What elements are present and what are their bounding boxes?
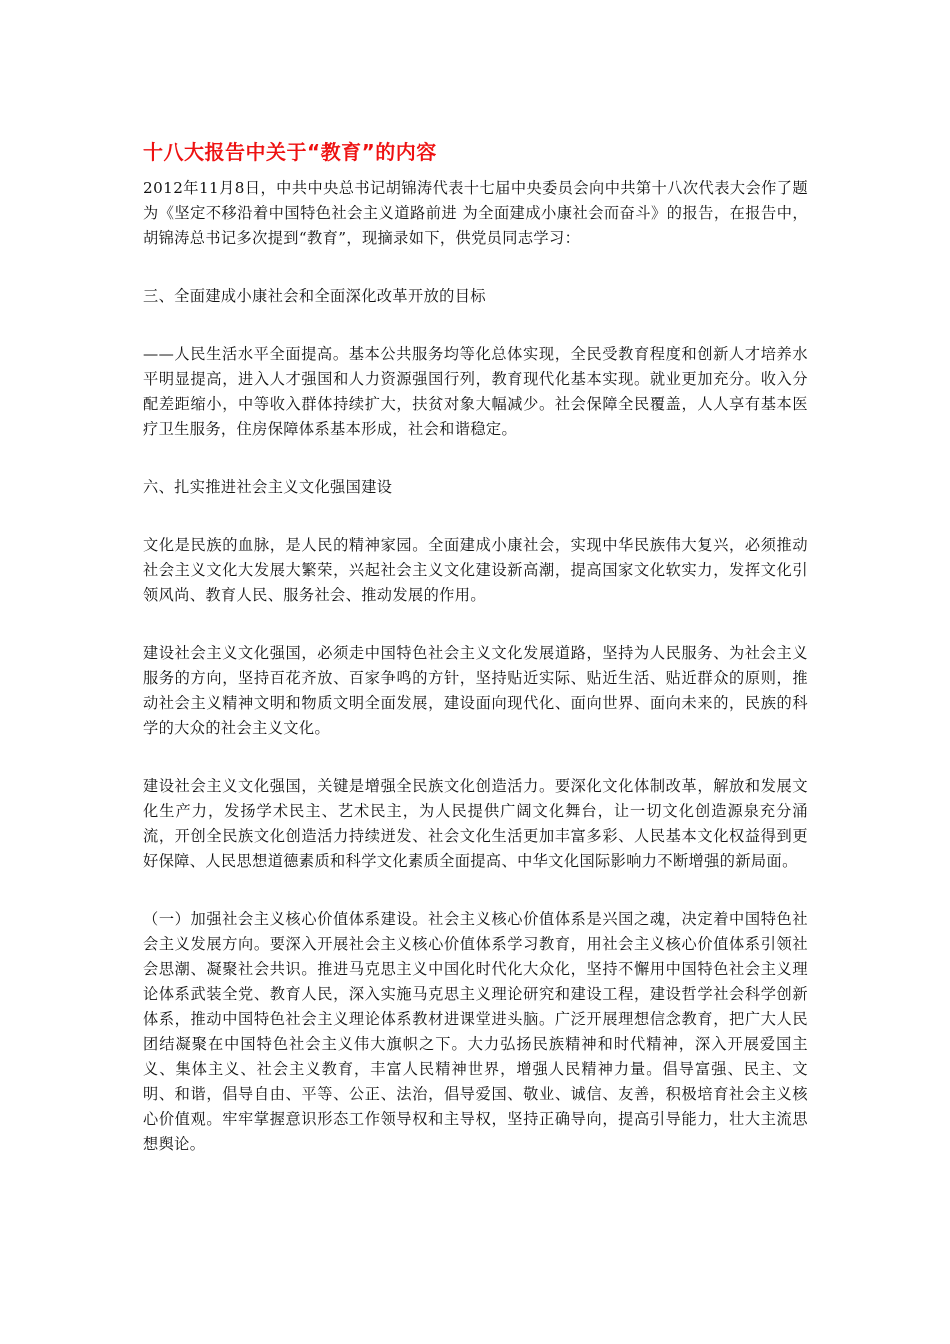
section-6-paragraph-4: （一）加强社会主义核心价值体系建设。社会主义核心价值体系是兴国之魂，决定着中国特色社会主义发展方向。要深入开展社会主义核心价值体系学习教育，用社会主义核心价值体系引领社会思潮、凝聚社会共识。推进马克思主义中国化时代化大众化，坚持不懈用中国特色社会主义理论体系武装全党、教育人民，深入实施马克思主义理论研究和建设工程，建设哲学社会科学创新体系，推动中国特色社会主义理论体系教材进课堂进头脑。广泛开展理想信念教育，把广大人民团结凝聚在中国特色社会主义伟大旗帜之下。大力弘扬民族精神和时代精神，深入开展爱国主义、集体主义、社会主义教育，丰富人民精神世界，增强人民精神力量。倡导富强、民主、文明、和谐，倡导自由、平等、公正、法治，倡导爱国、敬业、诚信、友善，积极培育社会主义核心价值观。牢牢掌握意识形态工作领导权和主导权，坚持正确导向，提高引导能力，壮大主流思想舆论。 bbox=[143, 910, 808, 1153]
document-body bbox=[143, 138, 808, 1157]
section-6-paragraph-1: 文化是民族的血脉，是人民的精神家园。全面建成小康社会，实现中华民族伟大复兴，必须推动社会主义文化大发展大繁荣，兴起社会主义文化建设新高潮，提高国家文化软实力，发挥文化引领风尚、教育人民、服务社会、推动发展的作用。 bbox=[143, 536, 808, 604]
section-6-paragraph-2: 建设社会主义文化强国，必须走中国特色社会主义文化发展道路，坚持为人民服务、为社会主义服务的方向，坚持百花齐放、百家争鸣的方针，坚持贴近实际、贴近生活、贴近群众的原则，推动社会主义精神文明和物质文明全面发展，建设面向现代化、面向世界、面向未来的，民族的科学的大众的社会主义文化。 bbox=[143, 644, 808, 737]
section-3-heading: 三、全面建成小康社会和全面深化改革开放的目标 bbox=[143, 287, 486, 305]
section-6-heading: 六、扎实推进社会主义文化强国建设 bbox=[143, 478, 393, 496]
intro-paragraph: 2012年11月8日，中共中央总书记胡锦涛代表十七届中央委员会向中共第十八次代表大会作了题为《坚定不移沿着中国特色社会主义道路前进 为全面建成小康社会而奋斗》的报告，在报告中，胡锦涛总书记多次提到“教育”，现摘录如下，供党员同志学习： bbox=[143, 179, 808, 247]
document-title: 十八大报告中关于“教育”的内容 bbox=[143, 140, 437, 164]
section-3-paragraph: ——人民生活水平全面提高。基本公共服务均等化总体实现，全民受教育程度和创新人才培养水平明显提高，进入人才强国和人力资源强国行列，教育现代化基本实现。就业更加充分。收入分配差距缩小，中等收入群体持续扩大，扶贫对象大幅减少。社会保障全民覆盖，人人享有基本医疗卫生服务，住房保障体系基本形成，社会和谐稳定。 bbox=[143, 345, 808, 438]
section-6-paragraph-3: 建设社会主义文化强国，关键是增强全民族文化创造活力。要深化文化体制改革，解放和发展文化生产力，发扬学术民主、艺术民主，为人民提供广阔文化舞台，让一切文化创造源泉充分涌流，开创全民族文化创造活力持续迸发、社会文化生活更加丰富多彩、人民基本文化权益得到更好保障、人民思想道德素质和科学文化素质全面提高、中华文化国际影响力不断增强的新局面。 bbox=[143, 777, 808, 870]
